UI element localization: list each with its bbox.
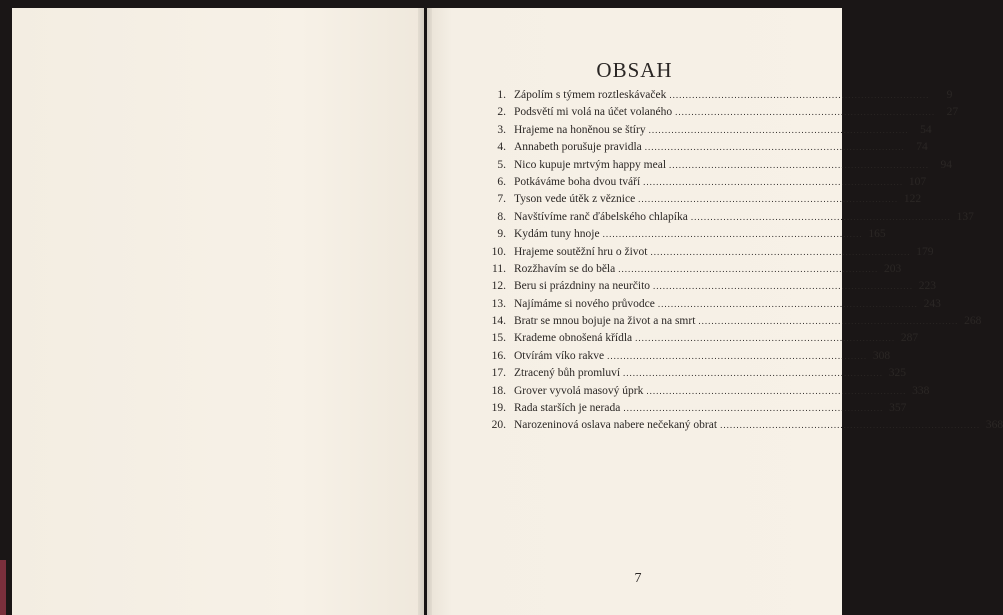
toc-entry: [481, 174, 927, 191]
toc-leader-dots: ................................................................................: [623, 368, 884, 379]
toc-entry-title: Annabeth porušuje pravidla: [514, 141, 642, 154]
toc-entry-page: 287: [900, 332, 919, 345]
toc-leader-dots: ................................................................................: [623, 403, 884, 414]
toc-entry-page: 243: [923, 297, 941, 310]
toc-entry: [481, 226, 886, 243]
toc-leader-dots: ................................................................................: [657, 298, 918, 309]
toc-entry-title: Ztracený bůh promluví: [514, 367, 621, 380]
toc-entry-page: 122: [903, 193, 922, 206]
toc-entry-number: 9.: [497, 228, 506, 241]
toc-entry: [481, 191, 922, 208]
toc-entry-page: 368: [985, 419, 1003, 432]
toc-entry: [481, 122, 932, 139]
toc-entry-page: 27: [946, 106, 959, 119]
toc-entry-number: 13.: [491, 297, 506, 310]
toc-leader-dots: ................................................................................: [635, 333, 896, 344]
toc-entry-number: 4.: [497, 141, 506, 154]
toc-entry: [481, 348, 891, 365]
toc-entry: [481, 278, 937, 295]
toc-entry: [481, 417, 1003, 434]
toc-entry: [481, 244, 934, 261]
toc-leader-dots: ................................................................................: [648, 124, 909, 135]
toc-entry-number: 18.: [491, 384, 506, 397]
toc-leader-dots: ................................................................................: [646, 385, 907, 396]
toc-leader-dots: ................................................................................: [638, 194, 899, 205]
toc-leader-dots: ................................................................................: [720, 420, 981, 431]
table-of-contents: [481, 87, 1003, 435]
toc-entry-title: Narozeninová oslava nabere nečekaný obrat: [514, 419, 718, 432]
toc-entry-page: 338: [912, 384, 930, 397]
toc-entry-title: Hrajeme na honěnou se štíry: [514, 123, 646, 136]
toc-entry-number: 8.: [497, 210, 506, 223]
toc-leader-dots: ................................................................................: [669, 159, 930, 170]
toc-entry: [481, 400, 907, 417]
toc-entry-number: 16.: [491, 349, 506, 362]
toc-entry-number: 7.: [497, 193, 506, 206]
toc-entry-title: Rada starších je nerada: [514, 402, 621, 415]
toc-entry: [481, 330, 919, 347]
toc-entry: [481, 209, 974, 226]
toc-leader-dots: ................................................................................: [675, 107, 936, 118]
toc-entry-page: 308: [872, 349, 891, 362]
toc-entry-number: 12.: [491, 280, 506, 293]
toc-entry-title: Otvírám víko rakve: [514, 349, 605, 362]
toc-heading: OBSAH: [596, 58, 673, 82]
toc-entry-page: 107: [908, 175, 927, 188]
toc-entry-page: 9: [946, 89, 953, 101]
toc-entry-page: 203: [883, 262, 902, 275]
toc-entry-title: Tyson vede útěk z věznice: [514, 193, 636, 206]
toc-leader-dots: ................................................................................: [690, 211, 951, 222]
toc-entry-page: 74: [916, 141, 928, 154]
toc-entry-number: 6.: [497, 175, 506, 188]
toc-leader-dots: ................................................................................: [669, 90, 930, 100]
left-page: [12, 8, 424, 615]
toc-entry-page: 325: [888, 367, 907, 380]
toc-leader-dots: ................................................................................: [698, 316, 959, 327]
toc-entry-number: 1.: [497, 89, 506, 101]
toc-entry-title: Potkáváme boha dvou tváří: [514, 175, 641, 188]
toc-entry-number: 19.: [491, 402, 506, 415]
toc-entry-number: 2.: [497, 106, 506, 119]
toc-leader-dots: ................................................................................: [602, 229, 863, 240]
toc-entry-number: 5.: [497, 158, 506, 171]
toc-entry-number: 10.: [491, 245, 506, 258]
toc-leader-dots: ................................................................................: [618, 263, 879, 274]
book-edge: [0, 560, 6, 615]
toc-entry-title: Najímáme si nového průvodce: [514, 297, 655, 310]
toc-entry-title: Beru si prázdniny na neurčito: [514, 280, 651, 293]
toc-entry: [481, 157, 953, 174]
toc-entry-page: 179: [916, 245, 934, 258]
toc-leader-dots: ................................................................................: [607, 350, 868, 361]
toc-entry-title: Zápolím s týmem roztleskávaček: [514, 89, 667, 101]
toc-entry: [481, 296, 941, 313]
toc-entry-number: 3.: [497, 123, 506, 136]
toc-entry-title: Hrajeme soutěžní hru o život: [514, 245, 648, 258]
toc-leader-dots: ................................................................................: [650, 246, 911, 257]
toc-entry-number: 11.: [492, 262, 506, 275]
toc-entry-number: 15.: [491, 332, 506, 345]
toc-entry-page: 54: [920, 123, 932, 136]
toc-entry-number: 17.: [491, 367, 506, 380]
toc-leader-dots: ................................................................................: [653, 281, 914, 292]
toc-entry-title: Nico kupuje mrtvým happy meal: [514, 158, 667, 171]
toc-entry-page: 223: [918, 280, 937, 293]
toc-entry-title: Krademe obnošená křídla: [514, 332, 633, 345]
toc-entry-number: 20.: [491, 419, 506, 432]
toc-entry-page: 137: [956, 210, 974, 223]
toc-entry-page: 357: [889, 402, 907, 415]
toc-leader-dots: ................................................................................: [644, 142, 905, 153]
toc-leader-dots: ................................................................................: [643, 176, 904, 187]
spine-shadow: [418, 8, 432, 615]
toc-entry: [481, 261, 902, 278]
toc-entry-page: 268: [964, 315, 982, 328]
toc-entry: [481, 104, 959, 121]
toc-entry-title: Bratr se mnou bojuje na život a na smrt: [514, 315, 696, 328]
toc-entry: [481, 383, 930, 400]
toc-entry-page: 165: [868, 228, 886, 241]
toc-entry-title: Navštívíme ranč ďábelského chlapíka: [514, 210, 688, 223]
toc-entry-title: Grover vyvolá masový úprk: [514, 384, 644, 397]
toc-entry: [481, 139, 928, 156]
toc-entry-number: 14.: [491, 315, 506, 328]
toc-entry-title: Kydám tuny hnoje: [514, 228, 600, 241]
toc-entry-page: 94: [940, 158, 953, 171]
toc-entry: [481, 313, 982, 330]
toc-entry: [481, 365, 907, 382]
toc-entry: [481, 87, 953, 104]
page-number: 7: [634, 571, 642, 586]
toc-entry-title: Podsvětí mi volá na účet volaného: [514, 106, 673, 119]
toc-entry-title: Rozžhavím se do běla: [514, 262, 616, 275]
